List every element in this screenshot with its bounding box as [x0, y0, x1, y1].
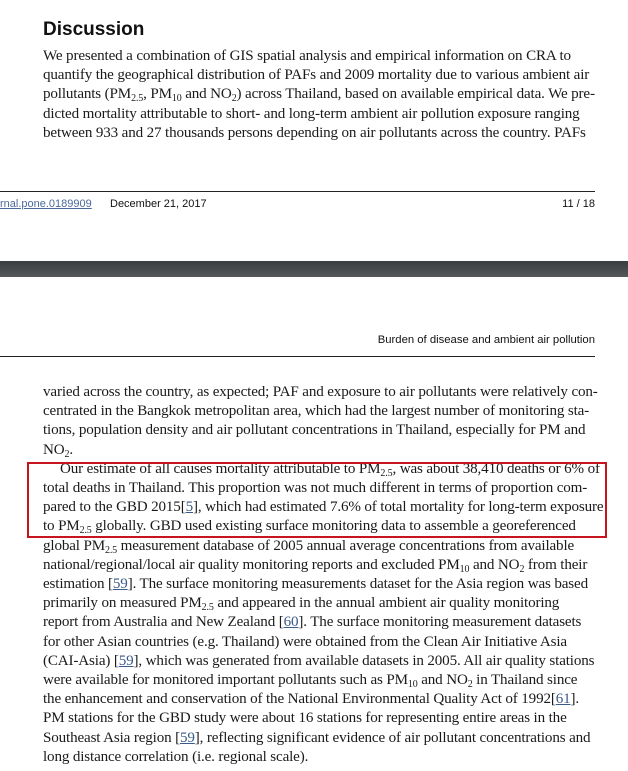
running-header: Burden of disease and ambient air pollution [377, 334, 595, 346]
body-text [43, 383, 603, 767]
text-line: dicted mortality attributable to short- and long-term ambient air pollution exposure ranging [43, 105, 580, 122]
text-line: estimation [59]. The surface monitoring measurements dataset for the Asia region was based [43, 576, 588, 593]
text-line: global $PM_{2.5}$ measurement database of 2005 annual average concentrations from available [43, 537, 575, 556]
text-line: varied across the country, as expected; PAF and exposure to air pollutants were relatively con- [43, 384, 598, 400]
section-heading: Discussion [43, 19, 145, 40]
previous-page [0, 0, 628, 243]
text-line: tions, population density and air pollutant concentrations in Thailand, especially for PM and [43, 422, 586, 439]
doi-link[interactable]: rnal.pone.0189909 [0, 198, 92, 210]
text-line: national/regional/local air quality monitoring reports and excluded $PM_{10}$ and $NO_2$ from their [43, 556, 588, 575]
text-line: centrated in the Bangkok metropolitan area, which had the largest number of monitoring sta- [43, 403, 590, 420]
highlight-annotation-box [27, 462, 607, 538]
text-line: quantify the geographical distribution of PAFs and 2009 mortality due to various ambient air [43, 67, 590, 84]
footer-divider [0, 191, 595, 192]
discussion-paragraph [43, 47, 603, 143]
text-line: Our estimate of all causes mortality attributable to $PM_{2.5}$, was about 38,410 deaths or 6% of [60, 460, 600, 479]
publication-date: December 21, 2017 [110, 198, 207, 210]
citation-link[interactable]: 59 [180, 729, 195, 746]
text-line: between 933 and 27 thousands persons depending on air pollutants across the country. PAFs [43, 124, 586, 141]
text-line: primarily on measured $PM_{2.5}$ and appeared in the annual ambient air quality monitoring [43, 595, 560, 614]
citation-link[interactable]: 5 [185, 499, 193, 516]
text-line: PM stations for the GBD study were about 16 stations for representing entire areas in the [43, 710, 567, 727]
citation-link[interactable]: 59 [112, 576, 128, 593]
header-divider [0, 356, 595, 357]
citation-link[interactable]: 61 [555, 691, 571, 708]
text-line: $NO_2$. [43, 441, 73, 460]
text-line: long distance correlation (i.e. regional scale). [43, 748, 309, 765]
text-line: to $PM_{2.5}$ globally. GBD used existing surface monitoring data to assemble a georeferenced [43, 518, 576, 537]
text-line: total deaths in Thailand. This proportion was not much different in terms of proportion com- [43, 480, 588, 497]
text-line: for other Asian countries (e.g. Thailand) were obtained from the Clean Air Initiative Asia [43, 633, 567, 650]
citation-link[interactable]: 59 [118, 652, 134, 669]
text-line: We presented a combination of GIS spatial analysis and empirical information on CRA to [43, 48, 571, 64]
page-number: 11 / 18 [562, 198, 595, 210]
citation-link[interactable]: 60 [283, 614, 299, 631]
text-line: report from Australia and New Zealand [60]. The surface monitoring measurement datasets [43, 614, 582, 631]
text-line: pared to the GBD 2015[5], which had estimated 7.6% of total mortality for long-term exposure [43, 499, 604, 516]
text-line: Southeast Asia region [59], reflecting significant evidence of air pollutant concentrations and [43, 729, 591, 746]
text-line: the enhancement and conservation of the National Environmental Quality Act of 1992[61]. [43, 691, 580, 708]
text-line: (CAI-Asia) [59], which was generated from available datasets in 2005. All air quality stations [43, 652, 595, 669]
text-line: were available for monitored important pollutants such as $PM_{10}$ and $NO_2$ in Thailand since [43, 672, 578, 691]
text-line: pollutants ($PM_{2.5}$, $PM_{10}$ and $NO_2$) across Thailand, based on available empirical data. We pre- [43, 86, 595, 105]
page-separator [0, 261, 628, 277]
